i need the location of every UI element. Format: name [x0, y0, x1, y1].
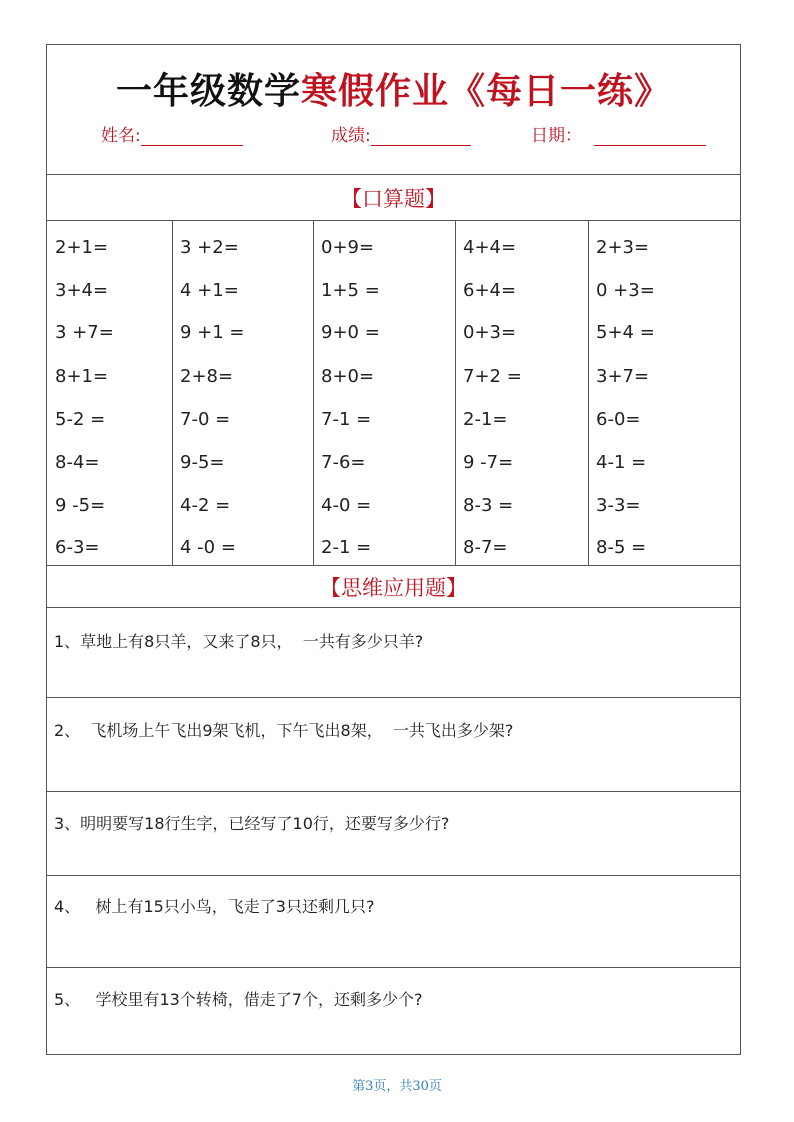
oral-equation: 8-4= — [55, 452, 100, 473]
oral-equation: 7-0 = — [180, 409, 231, 430]
title-grade-subject: 一年级数学 — [115, 71, 301, 112]
oral-equation: 0+3= — [463, 322, 517, 343]
divider — [47, 607, 740, 608]
score-label: 成绩: — [331, 126, 371, 146]
oral-equation: 4 -0 = — [180, 537, 236, 558]
word-problem-3: 3、明明要写18行生字，已经写了10行，还要写多少行? — [54, 814, 450, 833]
score-field — [331, 121, 471, 146]
divider — [47, 220, 740, 221]
oral-equation: 8-5 = — [596, 537, 647, 558]
word-problem-2: 2、 飞机场上午飞出9架飞机，下午飞出8架， 一共飞出多少架? — [54, 721, 514, 740]
page-number: 第3页，共30页 — [352, 1079, 442, 1094]
oral-equation: 2-1= — [463, 409, 508, 430]
oral-equation: 0 +3= — [596, 280, 655, 301]
oral-equation: 2-1 = — [321, 537, 372, 558]
column-divider — [455, 220, 456, 565]
oral-equation: 2+3= — [596, 237, 650, 258]
oral-equation: 7-6= — [321, 452, 366, 473]
oral-equation: 3 +7= — [55, 322, 114, 343]
oral-equation: 6-3= — [55, 537, 100, 558]
word-problem-5: 5、 学校里有13个转椅，借走了7个，还剩多少个? — [54, 990, 423, 1009]
oral-equation: 9 -5= — [55, 495, 106, 516]
divider — [47, 565, 740, 566]
column-divider — [172, 220, 173, 565]
oral-equation: 9 +1 = — [180, 322, 245, 343]
name-field — [101, 121, 243, 146]
score-blank[interactable] — [371, 127, 471, 146]
oral-equation: 5+4 = — [596, 322, 655, 343]
oral-equation: 3+4= — [55, 280, 109, 301]
oral-equation: 4-0 = — [321, 495, 372, 516]
divider — [47, 791, 740, 792]
worksheet-title — [47, 63, 740, 114]
oral-section-heading: 【口算题】 — [341, 187, 446, 211]
oral-equation: 9+0 = — [321, 322, 380, 343]
oral-equation: 3+7= — [596, 366, 650, 387]
column-divider — [588, 220, 589, 565]
oral-equation: 7-1 = — [321, 409, 372, 430]
oral-equation: 4+4= — [463, 237, 517, 258]
oral-equation: 5-2 = — [55, 409, 106, 430]
oral-equation: 3-3= — [596, 495, 641, 516]
column-divider — [313, 220, 314, 565]
oral-equation: 4-1 = — [596, 452, 647, 473]
divider — [47, 174, 740, 175]
oral-equation: 2+1= — [55, 237, 109, 258]
applied-section-heading: 【思维应用题】 — [320, 576, 467, 600]
name-blank[interactable] — [141, 127, 243, 146]
oral-equation: 1+5 = — [321, 280, 380, 301]
oral-equation: 7+2 = — [463, 366, 522, 387]
oral-equation: 8+0= — [321, 366, 375, 387]
oral-equation: 8+1= — [55, 366, 109, 387]
divider — [47, 697, 740, 698]
divider — [47, 875, 740, 876]
oral-equation: 4-2 = — [180, 495, 231, 516]
oral-equation: 4 +1= — [180, 280, 239, 301]
oral-equation: 8-7= — [463, 537, 508, 558]
oral-equation: 0+9= — [321, 237, 375, 258]
date-field — [531, 121, 706, 146]
date-label: 日期： — [531, 126, 582, 146]
date-blank[interactable] — [594, 127, 706, 146]
oral-equation: 8-3 = — [463, 495, 514, 516]
divider — [47, 967, 740, 968]
oral-equation: 9 -7= — [463, 452, 514, 473]
word-problem-4: 4、 树上有15只小鸟，飞走了3只还剩几只? — [54, 897, 375, 916]
oral-equation: 6-0= — [596, 409, 641, 430]
word-problem-1: 1、草地上有8只羊，又来了8只， 一共有多少只羊? — [54, 632, 424, 651]
name-label: 姓名: — [101, 126, 141, 146]
oral-equation: 3 +2= — [180, 237, 239, 258]
oral-equation: 9-5= — [180, 452, 225, 473]
title-homework-name: 寒假作业《每日一练》 — [301, 71, 672, 112]
oral-equation: 2+8= — [180, 366, 234, 387]
worksheet — [46, 44, 741, 1055]
oral-equation: 6+4= — [463, 280, 517, 301]
